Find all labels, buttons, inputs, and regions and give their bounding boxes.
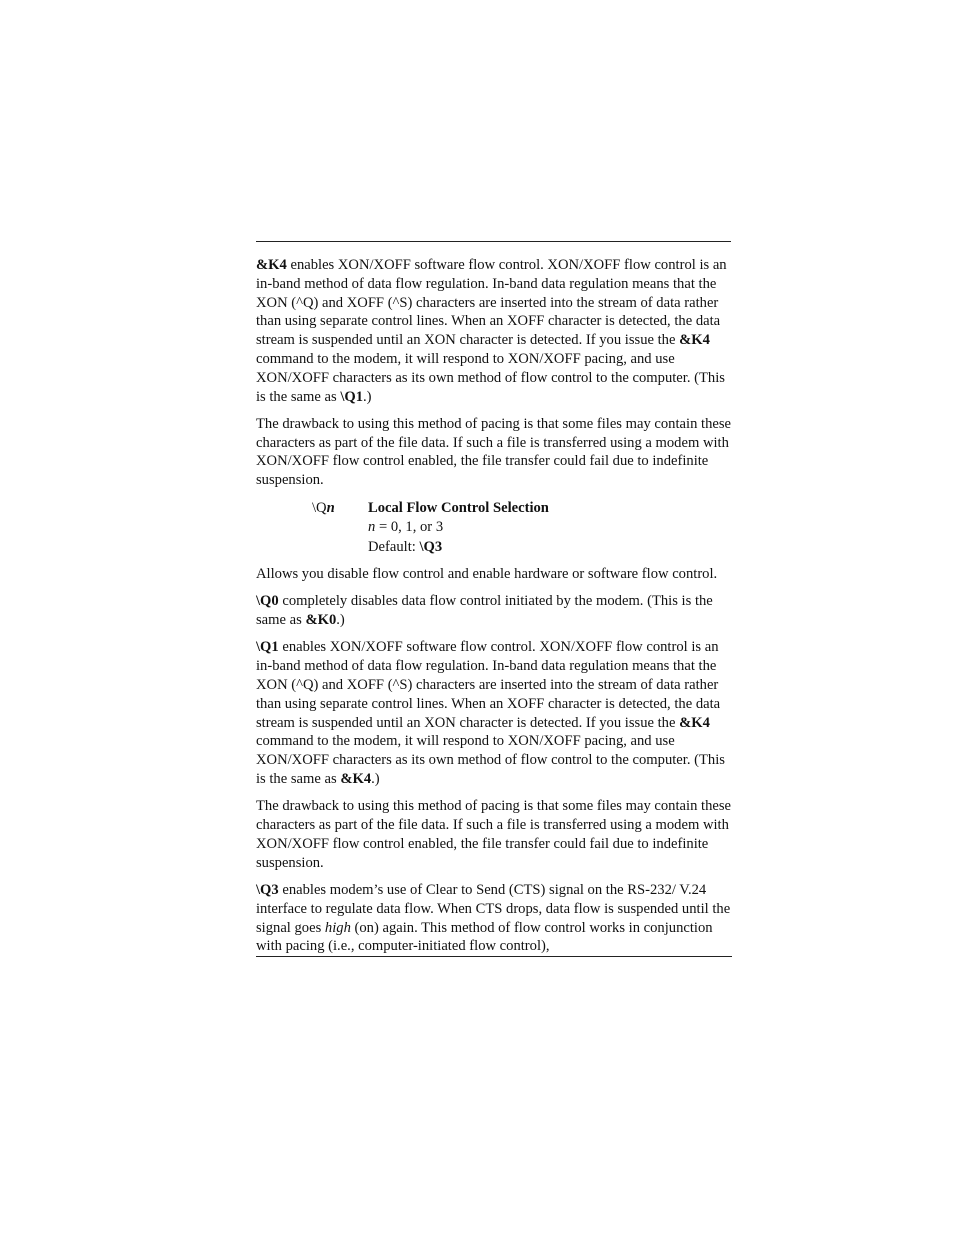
paragraph-text: .) xyxy=(371,771,380,788)
command-range xyxy=(368,518,549,538)
command-term: \Q0 xyxy=(256,593,279,610)
paragraph-drawback-1: The drawback to using this method of pacing is that some files may contain these characters as part of the file data. If such a file is transferred using a modem with XON/XOFF flow control enabled, the file transfer could fail due to indefinite suspension. xyxy=(256,415,731,489)
paragraph-q3 xyxy=(256,881,732,957)
command-term: &K4 xyxy=(679,332,710,349)
command-definition xyxy=(256,499,732,557)
paragraph-q1 xyxy=(256,638,732,788)
document-body xyxy=(256,256,732,958)
paragraph-text: enables XON/XOFF software flow control. XON/XOFF flow control is an in-band method of data flow regulation. In-band data regulation means that the XON (^Q) and XOFF (^S) characters are inserted into the stream of data rather than using separate control lines. When an XOFF character is detected, the data stream is suspended until an XON character is detected. If you issue the xyxy=(256,639,721,731)
paragraph-text: command to the modem, it will respond to XON/XOFF pacing, and use XON/XOFF characters as its own method of flow control to the computer. (This is the same as xyxy=(256,350,725,405)
paragraph-text: enables modem’s use of Clear to Send (CTS) signal on the RS-232/ V.24 interface to regulate data flow. When CTS drops, data flow is suspended until the signal goes xyxy=(256,882,731,936)
command-term: &K4 xyxy=(679,714,710,731)
command-term: &K0 xyxy=(305,612,337,629)
command-name-prefix: \Q xyxy=(312,499,327,516)
command-default xyxy=(368,538,549,558)
top-rule xyxy=(256,241,731,242)
command-name-param: n xyxy=(326,499,335,516)
paragraph-text: enables XON/XOFF software flow control. XON/XOFF flow control is an in-band method of data flow regulation. In-band data regulation means that the XON (^Q) and XOFF (^S) characters are inserted into the stream of data rather than using separate control lines. When an XOFF character is detected, the data stream is suspended until an XON character is detected. If you issue the xyxy=(256,257,727,349)
command-term: &K4 xyxy=(340,771,372,788)
document-page xyxy=(256,0,732,1235)
default-value: \Q3 xyxy=(419,538,443,555)
paragraph-allows: Allows you disable flow control and enable hardware or software flow control. xyxy=(256,566,718,583)
paragraph-text: .) xyxy=(363,388,372,405)
paragraph-text: .) xyxy=(336,612,345,629)
range-param: n xyxy=(368,519,376,536)
default-label: Default: xyxy=(368,538,420,555)
paragraph-k4 xyxy=(256,256,732,406)
command-name xyxy=(312,499,335,518)
command-detail xyxy=(368,499,549,558)
command-term: &K4 xyxy=(256,257,287,273)
paragraph-text: command to the modem, it will respond to XON/XOFF pacing, and use XON/XOFF characters as its own method of flow control to the computer. (This is the same as xyxy=(256,733,725,788)
paragraph-drawback-2: The drawback to using this method of pacing is that some files may contain these characters as part of the file data. If such a file is transferred using a modem with XON/XOFF flow control enabled, the file transfer could fail due to indefinite suspension. xyxy=(256,798,731,871)
command-term: \Q3 xyxy=(256,882,279,899)
range-text: = 0, 1, or 3 xyxy=(375,519,444,536)
paragraph-text: (on) again. This method of flow control works in conjunction with pacing (i.e., computer-initiated flow control), xyxy=(256,919,713,955)
command-term: \Q1 xyxy=(340,388,364,405)
paragraph-q0 xyxy=(256,592,732,630)
command-term: \Q1 xyxy=(256,639,279,656)
emphasis-term: high xyxy=(324,919,351,936)
paragraph-text: completely disables data flow control initiated by the modem. (This is the same as xyxy=(256,593,713,629)
command-title: Local Flow Control Selection xyxy=(368,499,549,516)
